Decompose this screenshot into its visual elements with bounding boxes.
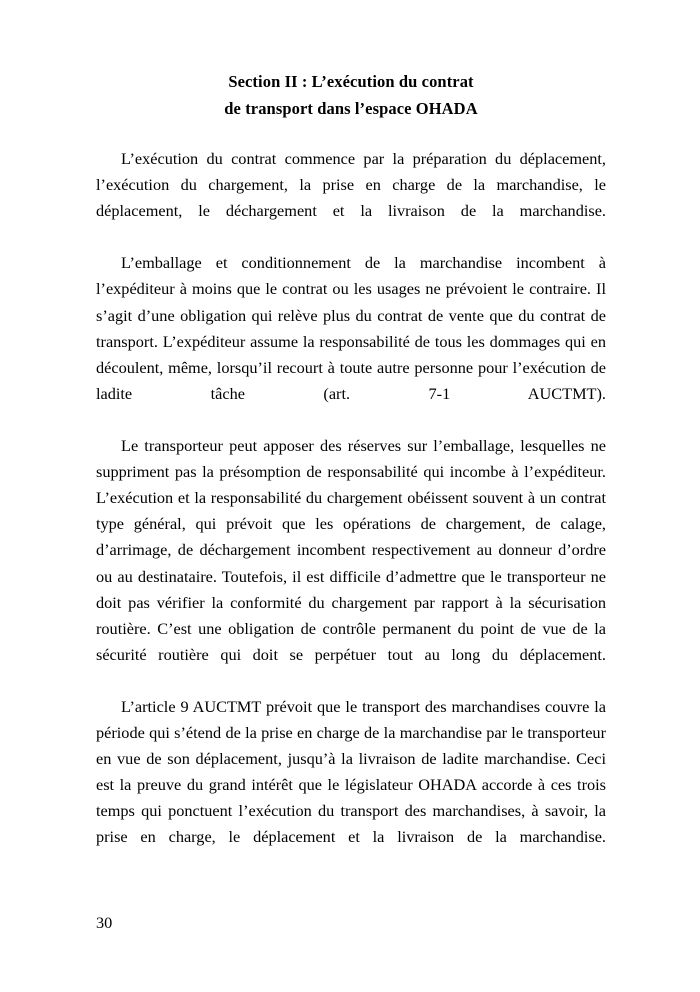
paragraph: L’emballage et conditionnement de la marchandise incombent à l’expéditeur à moins que le contrat ou les usages ne prévoient le contraire. Il s’agit d’une obligation qui relève plus du contrat de vente que du contrat de transport. L’expéditeur assume la responsabilité de tous les dommages qui en découlent, même, lorsqu’il recourt à toute autre personne pour l’exécution de ladite tâche (art. 7-1 AUCTMT). (96, 253, 606, 403)
paragraph: L’article 9 AUCTMT prévoit que le transport des marchandises couvre la période qui s’étend de la prise en charge de la marchandise par le transporteur en vue de son déplacement, jusqu’à la livraison de ladite marchandise. Ceci est la preuve du grand intérêt que le législateur OHADA accorde à ces trois temps qui ponctuent l’exécution du transport des marchandises, à savoir, la prise en charge, le déplacement et la livraison de la marchandise. (96, 696, 606, 847)
body-text (96, 146, 606, 877)
section-heading (96, 68, 606, 122)
section-heading-line-2: de transport dans l’espace OHADA (224, 99, 478, 118)
paragraph: Le transporteur peut apposer des réserves sur l’emballage, lesquelles ne suppriment pas la présomption de responsabilité qui incombe à l’expéditeur. L’exécution et la responsabilité du chargement obéissent souvent à un contrat type général, qui prévoit que les opérations de chargement, de calage, d’arrimage, de déchargement incombent respectivement au donneur d’ordre ou au destinataire. Toutefois, il est difficile d’admettre que le transporteur ne doit pas vérifier la conformité du chargement par rapport à la sécurisation routière. C’est une obligation de contrôle permanent du point de vue de la sécurité routière qui doit se perpétuer tout au long du déplacement. (96, 436, 606, 664)
paragraph: L’exécution du contrat commence par la préparation du déplacement, l’exécution du chargement, la prise en charge de la marchandise, le déplacement, le déchargement et la livraison de la marchandise. (96, 149, 606, 221)
section-heading-line-1: Section II : L’exécution du contrat (228, 72, 474, 91)
page-number: 30 (96, 913, 113, 932)
